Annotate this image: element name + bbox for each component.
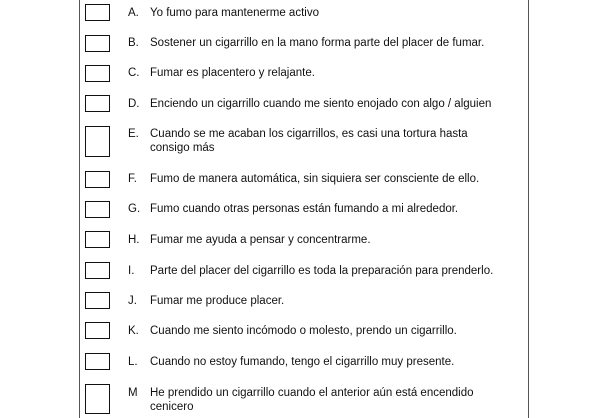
checkbox-i[interactable] bbox=[85, 262, 110, 279]
checkbox-d[interactable] bbox=[85, 95, 110, 112]
item-text-h: Fumar me ayuda a pensar y concentrarme. bbox=[150, 234, 371, 246]
checkbox-c[interactable] bbox=[85, 65, 110, 82]
item-text-b: Sostener un cigarrillo en la mano forma parte del placer de fumar. bbox=[150, 37, 485, 49]
item-letter-a: A. bbox=[128, 7, 139, 19]
checkbox-a[interactable] bbox=[85, 4, 110, 21]
item-text-e-line1: Cuando se me acaban los cigarrillos, es casi una tortura hasta bbox=[150, 128, 468, 140]
item-text-m-line2: cenicero bbox=[150, 401, 194, 413]
item-text-d: Enciendo un cigarrillo cuando me siento enojado con algo / alguien bbox=[150, 98, 492, 110]
item-text-g: Fumo cuando otras personas están fumando a mi alrededor. bbox=[150, 203, 459, 215]
item-text-j: Fumar me produce placer. bbox=[150, 295, 285, 307]
checkbox-e[interactable] bbox=[85, 126, 110, 157]
item-text-k: Cuando me siento incómodo o molesto, prendo un cigarrillo. bbox=[150, 325, 457, 337]
item-letter-h: H. bbox=[128, 234, 140, 246]
item-letter-l: L. bbox=[128, 356, 138, 368]
item-text-a: Yo fumo para mantenerme activo bbox=[150, 7, 319, 19]
item-letter-i: I. bbox=[128, 265, 135, 277]
checkbox-h[interactable] bbox=[85, 231, 110, 248]
item-letter-d: D. bbox=[128, 98, 140, 110]
item-text-m-line1: He prendido un cigarrillo cuando el anterior aún está encendido bbox=[150, 387, 474, 399]
checkbox-g[interactable] bbox=[85, 201, 110, 218]
item-letter-b: B. bbox=[128, 37, 139, 49]
item-letter-c: C. bbox=[128, 67, 140, 79]
item-letter-e: E. bbox=[128, 128, 139, 140]
item-text-f: Fumo de manera automática, sin siquiera ser consciente de ello. bbox=[150, 173, 480, 185]
item-text-i: Parte del placer del cigarrillo es toda la preparación para prenderlo. bbox=[150, 265, 494, 277]
item-letter-f: F. bbox=[128, 173, 137, 185]
item-text-e-line2: consigo más bbox=[150, 142, 215, 154]
checkbox-m[interactable] bbox=[85, 384, 110, 414]
checkbox-j[interactable] bbox=[85, 292, 110, 309]
item-text-l: Cuando no estoy fumando, tengo el cigarrillo muy presente. bbox=[150, 356, 455, 368]
item-letter-m: M bbox=[128, 387, 138, 399]
item-letter-j: J. bbox=[128, 295, 137, 307]
item-text-c: Fumar es placentero y relajante. bbox=[150, 67, 315, 79]
checkbox-l[interactable] bbox=[85, 353, 110, 370]
checkbox-b[interactable] bbox=[85, 35, 110, 52]
checkbox-k[interactable] bbox=[85, 322, 110, 339]
checkbox-f[interactable] bbox=[85, 171, 110, 188]
item-letter-k: K. bbox=[128, 325, 139, 337]
item-letter-g: G. bbox=[128, 203, 141, 215]
